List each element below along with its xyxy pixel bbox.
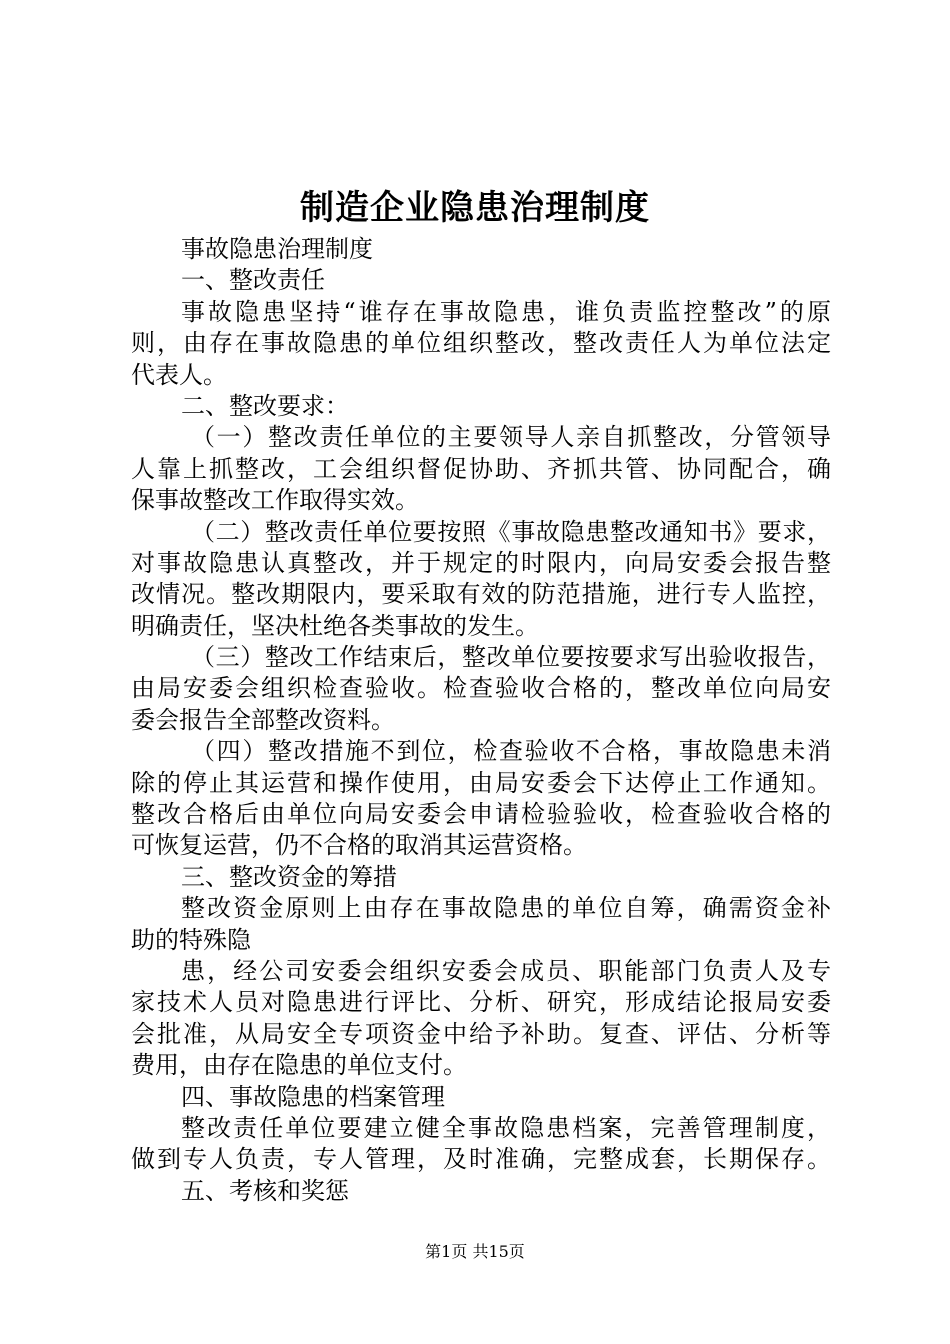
text-line: 可恢复运营，仍不合格的取消其运营资格。: [131, 831, 587, 860]
text-line: （一）整改责任单位的主要领导人亲自抓整改，分管领导: [191, 423, 831, 452]
text-line: 二、整改要求：: [181, 391, 349, 420]
text-line: 由局安委会组织检查验收。检查验收合格的，整改单位向局安: [131, 674, 831, 703]
text-line: 则，由存在事故隐患的单位组织整改，整改责任人为单位法定: [131, 329, 831, 358]
text-line: 家技术人员对隐患进行评比、分析、研究，形成结论报局安委: [131, 988, 831, 1017]
text-line: 四、事故隐患的档案管理: [181, 1082, 445, 1111]
text-line: （三）整改工作结束后，整改单位要按要求写出验收报告，: [191, 643, 831, 672]
text-line: 除的停止其运营和操作使用，由局安委会下达停止工作通知。: [131, 768, 831, 797]
text-line: 委会报告全部整改资料。: [131, 705, 395, 734]
text-line: 患，经公司安委会组织安委会成员、职能部门负责人及专: [181, 956, 831, 985]
text-line: 做到专人负责，专人管理，及时准确，完整成套，长期保存。: [131, 1145, 831, 1174]
text-line: 整改合格后由单位向局安委会申请检验验收，检查验收合格的: [131, 800, 831, 829]
page-number: 第1页 共15页: [425, 1242, 525, 1261]
text-line: （二）整改责任单位要按照《事故隐患整改通知书》要求，: [191, 517, 831, 546]
text-line: 事故隐患治理制度: [181, 235, 373, 263]
text-line: 会批准，从局安全专项资金中给予补助。复查、评估、分析等: [131, 1019, 831, 1048]
text-line: 人靠上抓整改，工会组织督促协助、齐抓共管、协同配合，确: [131, 454, 831, 483]
text-line: 费用，由存在隐患的单位支付。: [131, 1051, 467, 1080]
text-line: （四）整改措施不到位，检查验收不合格，事故隐患未消: [191, 737, 831, 766]
text-line: 一、整改责任: [181, 266, 325, 295]
text-line: 明确责任，坚决杜绝各类事故的发生。: [131, 611, 539, 640]
text-line: 代表人。: [131, 360, 227, 389]
text-line: 三、整改资金的筹措: [181, 862, 397, 891]
text-line: 整改资金原则上由存在事故隐患的单位自筹，确需资金补: [181, 894, 831, 923]
document-title: 制造企业隐患治理制度: [300, 188, 650, 228]
document-body: [131, 234, 831, 1207]
text-line: 事故隐患坚持“谁存在事故隐患，谁负责监控整改”的原: [181, 297, 831, 326]
text-line: 助的特殊隐: [131, 925, 251, 954]
text-line: 保事故整改工作取得实效。: [131, 486, 419, 515]
text-line: 对事故隐患认真整改，并于规定的时限内，向局安委会报告整: [131, 548, 831, 577]
text-line: 整改责任单位要建立健全事故隐患档案，完善管理制度，: [181, 1113, 831, 1142]
text-line: 改情况。整改期限内，要采取有效的防范措施，进行专人监控，: [131, 580, 831, 609]
text-line: 五、考核和奖惩: [181, 1176, 349, 1205]
